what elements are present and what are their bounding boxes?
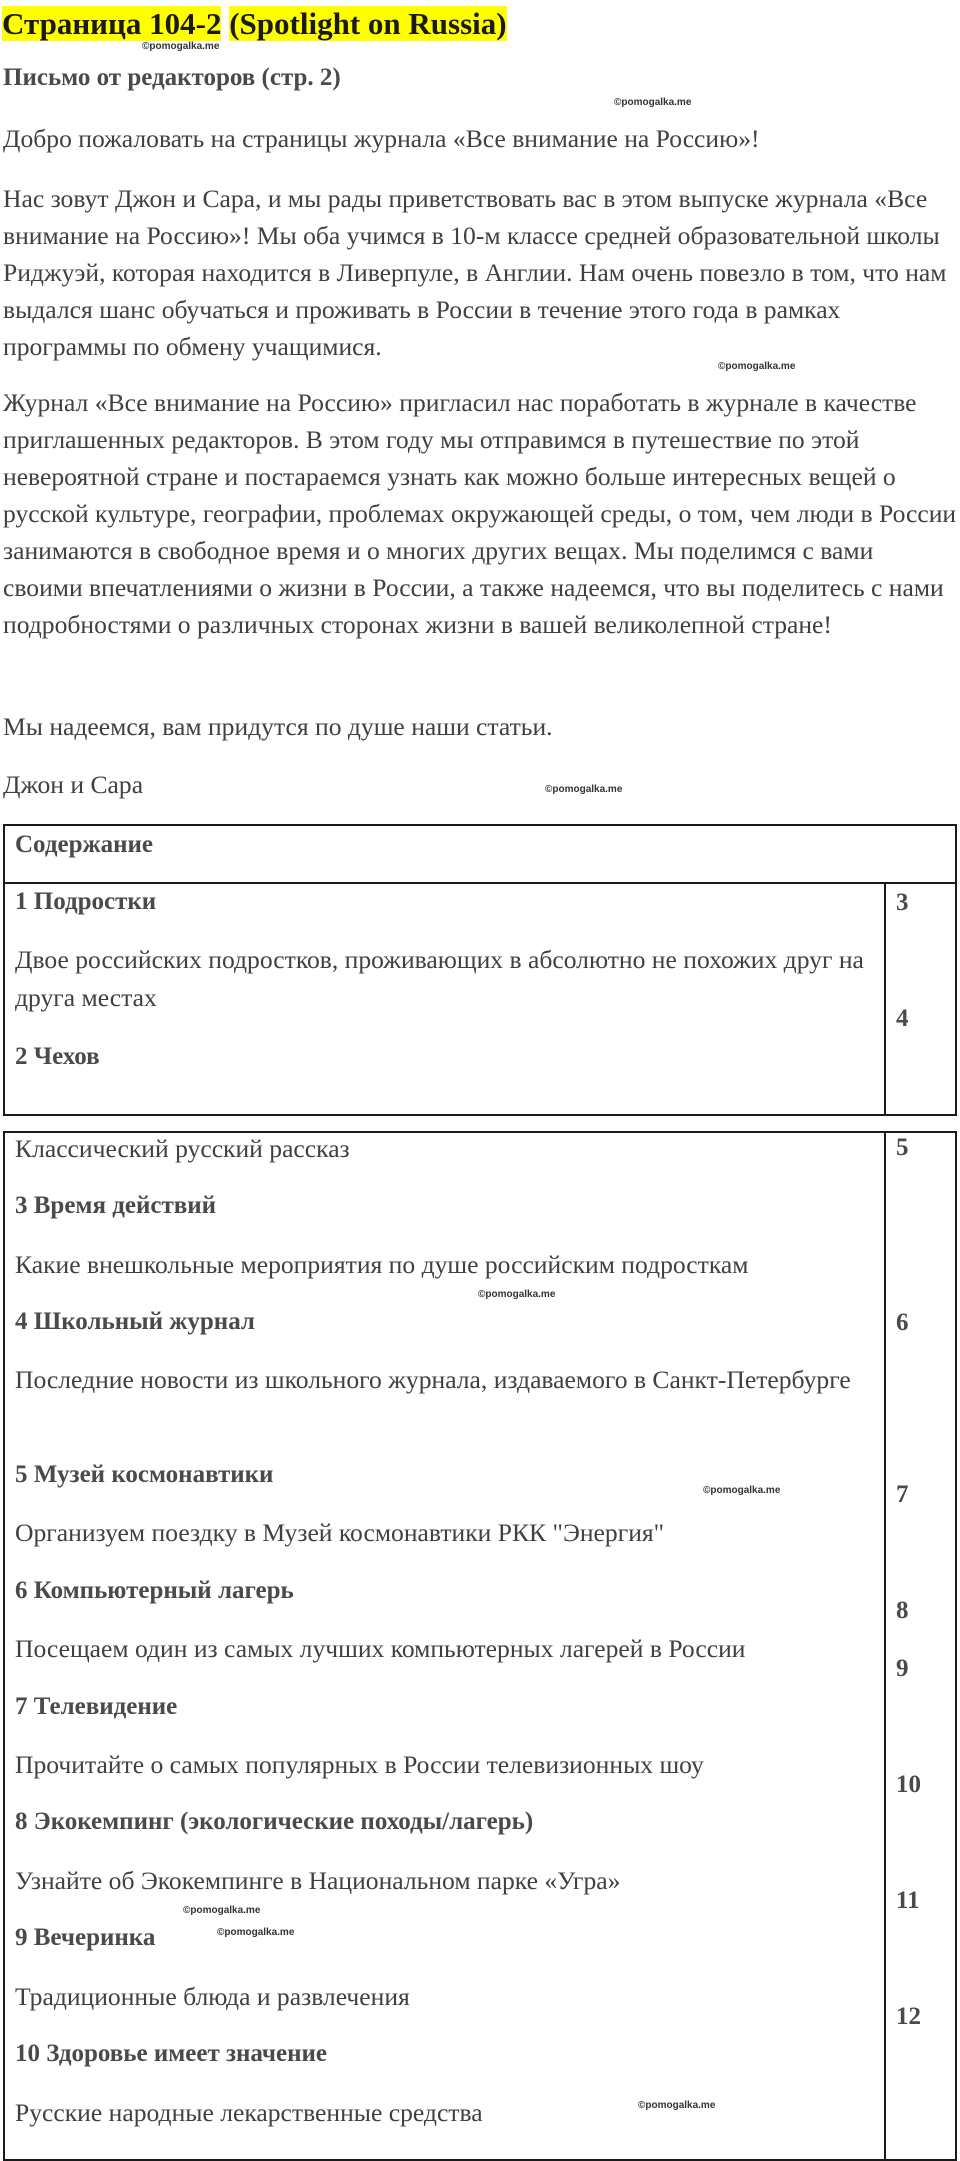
section-description: Какие внешкольные мероприятия по душе российским подросткам	[15, 1250, 749, 1279]
section-description: Посещаем один из самых лучших компьютерных лагерей в России	[15, 1634, 746, 1663]
watermark: ©pomogalka.me	[703, 1485, 781, 1496]
section-description: Традиционные блюда и развлечения	[15, 1982, 410, 2011]
letter-paragraph-3: Мы надеемся, вам придутся по душе наши статьи.	[3, 712, 553, 741]
watermark: ©pomogalka.me	[478, 1289, 556, 1300]
letter-signature: Джон и Сара	[3, 770, 144, 799]
section-description: Узнайте об Экокемпинге в Национальном парке «Угра»	[15, 1866, 621, 1895]
section-description: Последние новости из школьного журнала, издаваемого в Санкт-Петербурге	[15, 1365, 851, 1394]
watermark: ©pomogalka.me	[614, 97, 692, 108]
section-description: Организуем поездку в Музей космонавтики РКК "Энергия"	[15, 1518, 665, 1547]
section-title: 1 Подростки	[15, 888, 157, 915]
contents-heading: Содержание	[15, 831, 154, 858]
watermark: ©pomogalka.me	[718, 361, 796, 372]
letter-greeting: Добро пожаловать на страницы журнала «Все внимание на Россию»!	[3, 124, 760, 153]
letter-subtitle: Письмо от редакторов (стр. 2)	[3, 64, 341, 91]
page-title-ru: Страница 104-2	[2, 6, 222, 41]
section-description: Классический русский рассказ	[15, 1134, 350, 1163]
section-title: 3 Время действий	[15, 1192, 217, 1219]
page-number: 5	[896, 1134, 909, 1161]
letter-paragraph-2: Журнал «Все внимание на Россию» пригласил нас поработать в журнале в качестве приглашенных редакторов. В этом году мы отправимся в путешествие по этой невероятной стране и постараемся узнать как можно больше интересных вещей о русской культуре, географии, проблемах окружающей среды, о том, чем люди в России занимаются в свободное время и о многих других вещах. Мы поделимся с вами своими впечатлениями о жизни в России, а также надеемся, что вы поделитесь с нами подробностями о различных сторонах жизни в вашей великолепной стране!	[3, 388, 957, 639]
section-description: Двое российских подростков, проживающих в абсолютно не похожих друг на друга местах	[15, 945, 864, 1012]
page-number: 10	[896, 1771, 921, 1798]
page-title	[2, 4, 507, 44]
page-number: 7	[896, 1481, 909, 1508]
table-divider	[3, 882, 957, 884]
watermark: ©pomogalka.me	[217, 1927, 295, 1938]
section-title: 4 Школьный журнал	[15, 1308, 255, 1335]
section-description: Русские народные лекарственные средства	[15, 2098, 483, 2127]
section-title: 9 Вечеринка	[15, 1924, 156, 1951]
page-number: 8	[896, 1597, 909, 1624]
page-number: 3	[896, 889, 909, 916]
page-number: 9	[896, 1655, 909, 1682]
section-title: 7 Телевидение	[15, 1693, 178, 1720]
watermark: ©pomogalka.me	[142, 41, 220, 52]
page-title-en: (Spotlight on Russia)	[229, 6, 507, 41]
page-number: 4	[896, 1005, 909, 1032]
section-title: 8 Экокемпинг (экологические походы/лагерь)	[15, 1808, 534, 1835]
page-number: 6	[896, 1309, 909, 1336]
watermark: ©pomogalka.me	[183, 1905, 261, 1916]
section-title: 10 Здоровье имеет значение	[15, 2040, 328, 2067]
page-number: 12	[896, 2003, 921, 2030]
page-number: 11	[896, 1887, 920, 1914]
section-title: 6 Компьютерный лагерь	[15, 1577, 294, 1604]
section-title: 5 Музей космонавтики	[15, 1461, 274, 1488]
section-description: Прочитайте о самых популярных в России телевизионных шоу	[15, 1750, 704, 1779]
watermark: ©pomogalka.me	[638, 2100, 716, 2111]
section-title: 2 Чехов	[15, 1043, 100, 1070]
letter-paragraph-1: Нас зовут Джон и Сара, и мы рады приветствовать вас в этом выпуске журнала «Все внимание на Россию»! Мы оба учимся в 10-м классе средней образовательной школы Риджуэй, которая находится в Ливерпуле, в Англии. Нам очень повезло в том, что нам выдался шанс обучаться и проживать в России в течение этого года в рамках программы по обмену учащимися.	[3, 184, 947, 361]
watermark: ©pomogalka.me	[545, 784, 623, 795]
